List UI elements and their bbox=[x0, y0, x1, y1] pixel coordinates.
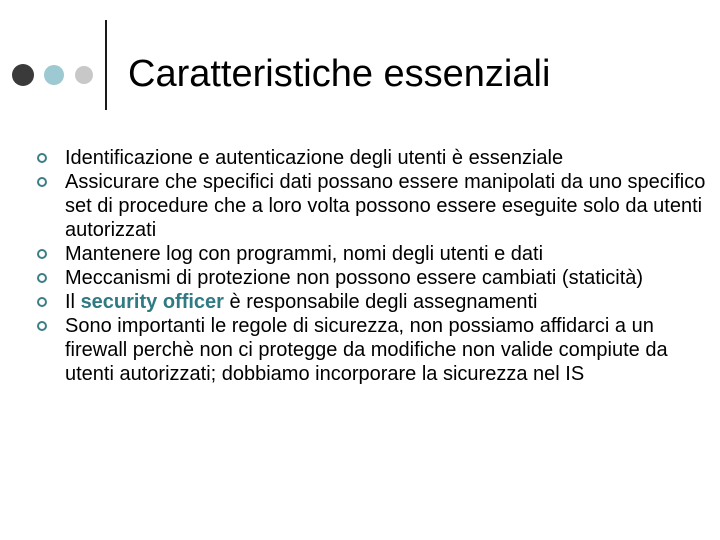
bullet-item bbox=[37, 314, 707, 386]
header-dot-dark bbox=[12, 64, 34, 86]
bullet-text: Sono importanti le regole di sicurezza, non possiamo affidarci a un firewall perchè non ci protegge da modifiche non valide compiute da utenti autorizzati; dobbiamo incorporare la sicurezza nel IS bbox=[65, 315, 668, 385]
header-divider bbox=[105, 20, 107, 110]
bullet-item bbox=[37, 146, 707, 170]
bullet-item bbox=[37, 242, 707, 266]
bullet-highlight-term: security officer bbox=[80, 291, 224, 313]
bullet-item bbox=[37, 290, 707, 314]
circle-bullet-icon bbox=[37, 249, 47, 259]
circle-bullet-icon bbox=[37, 321, 47, 331]
bullet-text: Meccanismi di protezione non possono essere cambiati (staticità) bbox=[65, 267, 644, 289]
bullet-text: Identificazione e autenticazione degli utenti è essenziale bbox=[65, 147, 564, 169]
circle-bullet-icon bbox=[37, 297, 47, 307]
bullet-item bbox=[37, 266, 707, 290]
circle-bullet-icon bbox=[37, 177, 47, 187]
bullet-text-after: è responsabile degli assegnamenti bbox=[223, 291, 538, 313]
bullet-text: Mantenere log con programmi, nomi degli utenti e dati bbox=[65, 243, 544, 265]
header-dot-teal bbox=[44, 65, 64, 85]
bullet-text-before: Il bbox=[65, 291, 81, 313]
bullet-item bbox=[37, 170, 707, 242]
slide-title: Caratteristiche essenziali bbox=[128, 53, 551, 95]
header-dot-gray bbox=[75, 66, 93, 84]
circle-bullet-icon bbox=[37, 273, 47, 283]
bullet-text: Assicurare che specifici dati possano essere manipolati da uno specifico set di procedure che a loro volta possono essere eseguite solo da utenti autorizzati bbox=[65, 171, 706, 241]
circle-bullet-icon bbox=[37, 153, 47, 163]
bullet-list bbox=[37, 146, 707, 386]
